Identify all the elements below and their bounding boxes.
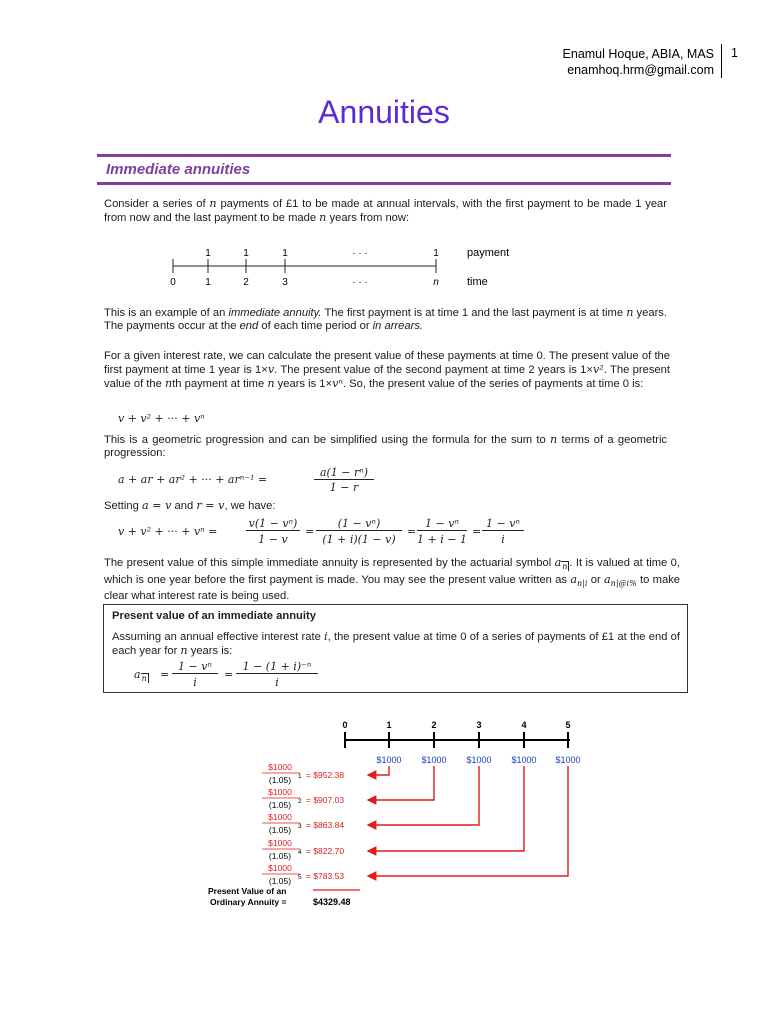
gp-numerator: a(1 − rⁿ) bbox=[314, 466, 374, 480]
header-email: enamhoq.hrm@gmail.com bbox=[567, 63, 714, 77]
actuarial-symbol-paragraph bbox=[104, 556, 680, 603]
box-formula bbox=[134, 660, 384, 690]
p3-text-a: For a given interest rate, we can calculate the present value of these payments at time 0. The present value of the first payment at time 1 year is 1× bbox=[104, 350, 670, 376]
intro-text-1: Consider a series of bbox=[104, 198, 206, 210]
p4-text-c: terms of a geometric progression: bbox=[104, 434, 668, 459]
section-title: Immediate annuities bbox=[106, 161, 251, 178]
box-sym: a bbox=[134, 668, 141, 681]
deriv-f2-den: (1 + i)(1 − v) bbox=[322, 533, 396, 546]
deriv-f1-num: v(1 − vⁿ) bbox=[246, 517, 300, 531]
deriv-f1-den: 1 − v bbox=[258, 533, 288, 546]
payment-value: · · · bbox=[352, 248, 368, 259]
annuity-symbol-2 bbox=[570, 573, 588, 589]
payment-value: 1 bbox=[243, 248, 249, 259]
pv-discount-arrow bbox=[368, 766, 389, 775]
p6-sym3: a bbox=[604, 573, 611, 587]
timeline-diagram-1 bbox=[160, 240, 540, 295]
intro-paragraph bbox=[104, 197, 667, 225]
pv-row-numerator: $1000 bbox=[268, 863, 292, 873]
pv-discount-arrow bbox=[368, 766, 434, 800]
p5-a-equals-v: a = v bbox=[141, 499, 172, 512]
equation-gp-sum bbox=[118, 466, 418, 496]
time-value: n bbox=[433, 277, 439, 288]
p2-text-g: of each time period or bbox=[261, 320, 370, 332]
pv-payment-label: $1000 bbox=[555, 755, 581, 765]
gp-denominator: 1 − r bbox=[329, 481, 359, 494]
pv-row-value: = $907.03 bbox=[306, 795, 345, 805]
p5-text-a: Setting bbox=[104, 500, 139, 512]
section-rule-top bbox=[97, 154, 671, 157]
p6-sub1: n bbox=[562, 562, 568, 572]
timeline-labels bbox=[170, 248, 439, 288]
pv-row-exponent: 2 bbox=[298, 798, 302, 805]
payment-value: 1 bbox=[205, 248, 211, 259]
p6-sub2: n|i bbox=[577, 579, 588, 589]
p2-term-immediate-annuity: immediate annuity. bbox=[228, 307, 322, 319]
header-author-block bbox=[563, 46, 714, 78]
annuity-symbol-3 bbox=[604, 573, 637, 589]
pv-payment-label: $1000 bbox=[421, 755, 447, 765]
box-f1-num: 1 − vⁿ bbox=[172, 660, 218, 674]
p4-text-a: This is a geometric progression and can be simplified using the formula for the sum to bbox=[104, 434, 546, 446]
payment-axis-label: payment bbox=[467, 247, 510, 259]
p5-r-equals-v: r = v bbox=[196, 499, 225, 512]
p3-v2: v² bbox=[592, 363, 604, 376]
p3-vn: vⁿ bbox=[332, 377, 343, 390]
intro-n-2: n bbox=[319, 211, 327, 224]
deriv-eq-1: = bbox=[305, 525, 315, 538]
p6-sub3: n|@i% bbox=[610, 579, 637, 589]
pv-payment-label: $1000 bbox=[466, 755, 492, 765]
pv-time-label: 2 bbox=[431, 720, 437, 730]
pv-total-label-1: Present Value of an bbox=[208, 886, 287, 896]
pv-total-label-2: Ordinary Annuity = bbox=[210, 897, 287, 907]
p2-n: n bbox=[626, 306, 634, 319]
payment-value: 1 bbox=[433, 248, 439, 259]
p4-n: n bbox=[550, 433, 558, 446]
p3-text-i: years is 1× bbox=[277, 378, 333, 390]
pv-row-exponent: 5 bbox=[298, 874, 302, 881]
deriv-eq-3: = bbox=[472, 525, 482, 538]
p6-or: or bbox=[590, 574, 601, 587]
pv-row-value: = $822.70 bbox=[306, 846, 345, 856]
box-text-b: , the present value at time 0 of a series of payments of £1 at the end of each year for bbox=[112, 631, 680, 657]
p6-sym1: a bbox=[554, 556, 562, 569]
p3-n-2: n bbox=[267, 377, 275, 390]
gp-lhs: a + ar + ar² + ··· + arⁿ⁻¹ = bbox=[118, 473, 268, 486]
section-rule-bottom bbox=[97, 182, 671, 185]
box-text-c: years is: bbox=[190, 645, 233, 657]
box-sub: n bbox=[141, 674, 147, 684]
pv-row-exponent: 4 bbox=[298, 849, 302, 856]
page-title: Annuities bbox=[318, 94, 450, 130]
p3-text-e: . The present value of the bbox=[104, 364, 670, 390]
geometric-progression-paragraph bbox=[104, 433, 667, 460]
p6-text-b: . It is valued at time 0, which is one year before the first payment is made. You may see the present value written as bbox=[104, 557, 680, 587]
definition-box bbox=[103, 604, 688, 693]
box-heading: Present value of an immediate annuity bbox=[112, 610, 316, 622]
deriv-eq-2: = bbox=[407, 525, 417, 538]
deriv-f3-num: 1 − vⁿ bbox=[417, 517, 467, 531]
p6-text-a: The present value of this simple immediate annuity is represented by the actuarial symbol bbox=[104, 557, 552, 569]
pv-row-denominator: (1.05) bbox=[268, 851, 292, 861]
p2-text-c: The first payment is at time 1 and the last payment is at time bbox=[324, 307, 624, 319]
box-eq-1: = bbox=[160, 668, 170, 681]
pv-annuity-diagram bbox=[200, 718, 600, 918]
deriv-f4-num: 1 − vⁿ bbox=[482, 517, 524, 531]
immediate-annuity-paragraph bbox=[104, 306, 667, 333]
box-text bbox=[112, 630, 680, 658]
box-eq-2: = bbox=[224, 668, 234, 681]
p3-n-1: n bbox=[164, 377, 173, 390]
pv-row-numerator: $1000 bbox=[268, 812, 292, 822]
pv-time-label: 1 bbox=[386, 720, 392, 730]
pv-time-label: 3 bbox=[476, 720, 482, 730]
time-value: 3 bbox=[282, 277, 288, 288]
equation-annuity-derivation bbox=[118, 517, 538, 549]
pv-payment-label: $1000 bbox=[376, 755, 402, 765]
box-f2-num: 1 − (1 + i)⁻ⁿ bbox=[236, 660, 318, 674]
time-value: 2 bbox=[243, 277, 249, 288]
p3-v: v bbox=[267, 363, 275, 376]
box-f1-den: i bbox=[193, 676, 197, 689]
pv-row-numerator: $1000 bbox=[268, 838, 292, 848]
box-f2-den: i bbox=[275, 676, 279, 689]
pv-time-label: 0 bbox=[342, 720, 348, 730]
p3-text-c: . The present value of the second payment at time 2 years is 1× bbox=[274, 364, 593, 376]
payment-value: 1 bbox=[282, 248, 288, 259]
p3-text-k: . So, the present value of the series of payments at time 0 is: bbox=[342, 378, 644, 390]
pv-timeline-content bbox=[262, 720, 581, 886]
time-value: 0 bbox=[170, 277, 176, 288]
time-axis-label: time bbox=[467, 276, 488, 288]
p3-text-g: th payment at time bbox=[172, 378, 265, 390]
deriv-f3-den: 1 + i − 1 bbox=[417, 533, 467, 546]
pv-time-label: 4 bbox=[521, 720, 527, 730]
time-value: · · · bbox=[352, 277, 368, 288]
deriv-lhs: v + v² + ··· + vⁿ = bbox=[118, 525, 218, 538]
setting-paragraph bbox=[104, 499, 667, 513]
pv-row-denominator: (1.05) bbox=[268, 825, 292, 835]
p2-term-in-arrears: in arrears. bbox=[372, 320, 424, 332]
intro-text-2: payments of £1 to be made at annual intervals, with the first payment to be made 1 year from now and the last payment to be made bbox=[104, 198, 667, 224]
box-text-a: Assuming an annual effective interest rate bbox=[112, 631, 321, 643]
header-separator bbox=[721, 44, 722, 78]
time-value: 1 bbox=[205, 277, 211, 288]
pv-row-numerator: $1000 bbox=[268, 762, 292, 772]
pv-payment-label: $1000 bbox=[511, 755, 537, 765]
p6-sym2: a bbox=[570, 573, 578, 587]
equation-series-sum: v + v² + ··· + vⁿ bbox=[118, 412, 205, 425]
header-author: Enamul Hoque, ABIA, MAS bbox=[562, 47, 714, 61]
p2-text-e: years. The payments occur at the bbox=[104, 307, 668, 332]
p5-and: and bbox=[174, 500, 194, 512]
pv-discount-arrow bbox=[368, 766, 524, 851]
deriv-f2-num: (1 − vⁿ) bbox=[316, 517, 402, 531]
page-number: 1 bbox=[731, 46, 738, 60]
pv-row-value: = $783.53 bbox=[306, 871, 345, 881]
p6-text-d: to make clear what interest rate is being used. bbox=[104, 574, 680, 603]
p2-text-a: This is an example of an bbox=[104, 307, 226, 319]
intro-n-1: n bbox=[209, 197, 217, 210]
pv-row-exponent: 3 bbox=[298, 823, 302, 830]
pv-row-denominator: (1.05) bbox=[268, 775, 292, 785]
pv-row-denominator: (1.05) bbox=[268, 876, 292, 886]
pv-row-value: = $863.84 bbox=[306, 820, 345, 830]
pv-row-value: = $952.38 bbox=[306, 770, 345, 780]
deriv-f4-den: i bbox=[501, 533, 505, 546]
p5-text-e: , we have: bbox=[224, 500, 276, 512]
pv-row-denominator: (1.05) bbox=[268, 800, 292, 810]
pv-time-label: 5 bbox=[565, 720, 571, 730]
annuity-symbol-1 bbox=[554, 556, 570, 572]
pv-row-exponent: 1 bbox=[298, 773, 302, 780]
box-n: n bbox=[180, 644, 188, 657]
box-annuity-symbol bbox=[134, 668, 149, 683]
intro-text-3: years from now: bbox=[329, 212, 410, 224]
box-i: i bbox=[324, 630, 328, 643]
pv-total-value: $4329.48 bbox=[313, 897, 351, 907]
pv-row-numerator: $1000 bbox=[268, 787, 292, 797]
pv-discount-arrow bbox=[368, 766, 568, 876]
present-value-paragraph bbox=[104, 350, 670, 391]
p2-term-end: end bbox=[239, 320, 259, 332]
